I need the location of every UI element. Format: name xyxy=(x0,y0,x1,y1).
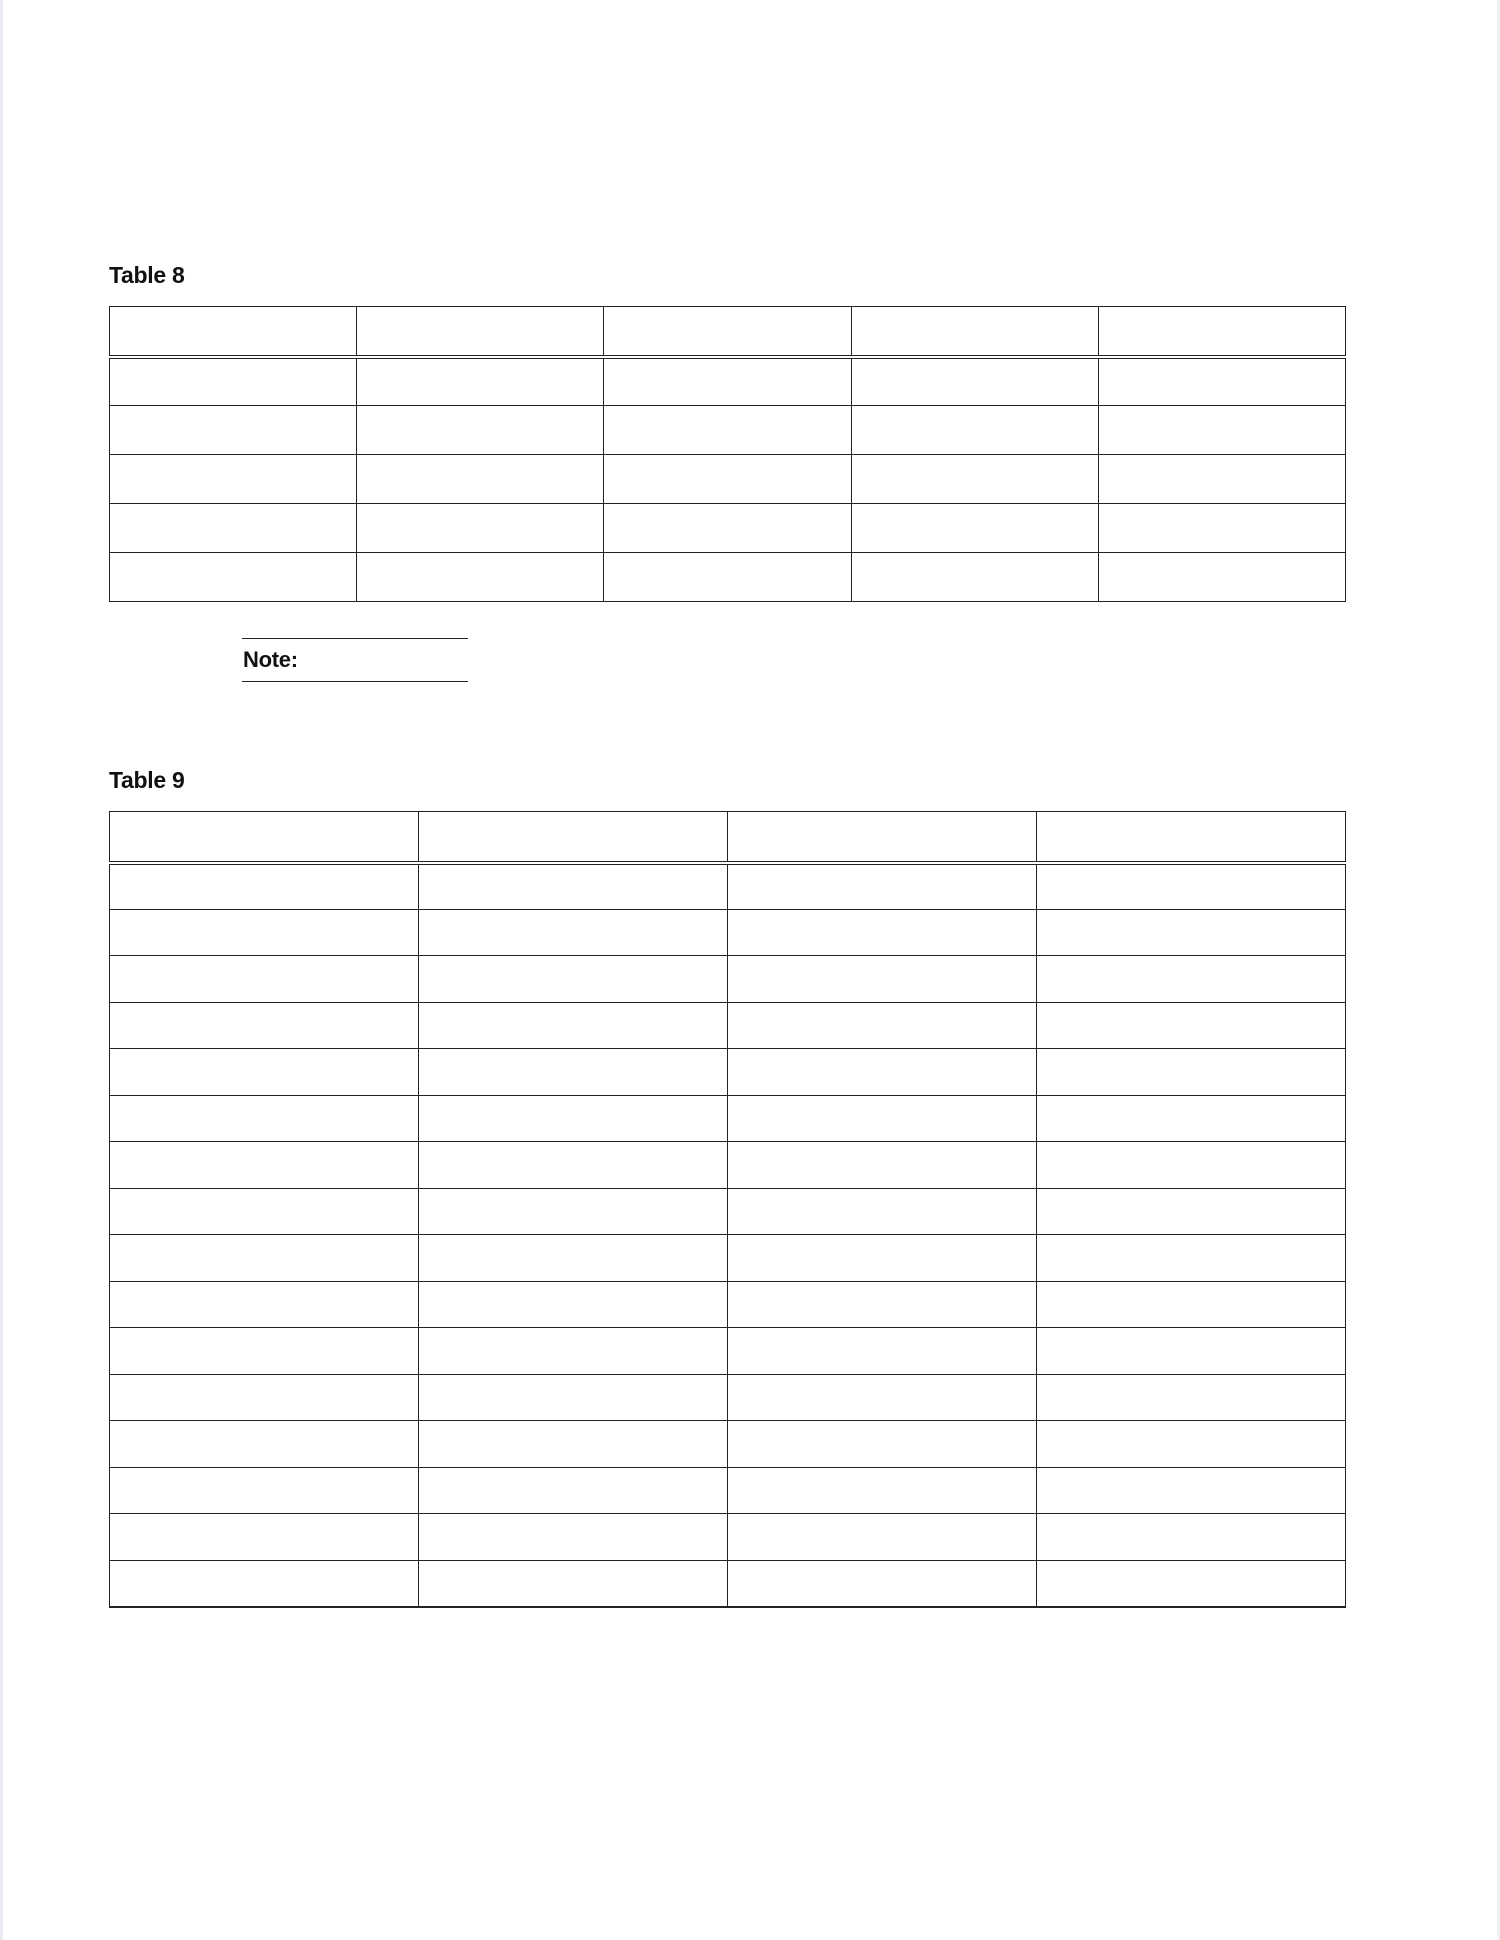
table-cell xyxy=(419,1514,728,1561)
table-cell xyxy=(728,1002,1037,1049)
table-cell xyxy=(851,357,1098,406)
table-cell xyxy=(1037,1002,1346,1049)
header-cell xyxy=(419,812,728,863)
table-cell xyxy=(357,553,604,602)
table-row xyxy=(110,1467,1346,1514)
table-cell xyxy=(110,504,357,553)
header-cell xyxy=(728,812,1037,863)
table-cell xyxy=(419,1188,728,1235)
table-cell xyxy=(419,1235,728,1282)
table-cell xyxy=(110,1002,419,1049)
table-cell xyxy=(110,1188,419,1235)
table-8-caption: Table 8 xyxy=(109,262,185,288)
table-cell xyxy=(419,1142,728,1189)
table-cell xyxy=(110,1514,419,1561)
table-cell xyxy=(728,1421,1037,1468)
table-cell xyxy=(604,357,851,406)
table-header-row xyxy=(110,812,1346,863)
table-cell xyxy=(1098,553,1345,602)
table-cell xyxy=(110,1095,419,1142)
table-8 xyxy=(109,306,1346,602)
table-row xyxy=(110,455,1346,504)
table-cell xyxy=(419,1049,728,1096)
table-row xyxy=(110,1188,1346,1235)
table-cell xyxy=(728,1467,1037,1514)
table-cell xyxy=(728,1560,1037,1607)
table-row xyxy=(110,1049,1346,1096)
table-cell xyxy=(851,406,1098,455)
table-cell xyxy=(1037,956,1346,1003)
table-cell xyxy=(1037,1514,1346,1561)
table-cell xyxy=(1037,1328,1346,1375)
table-row xyxy=(110,1374,1346,1421)
table-cell xyxy=(1037,863,1346,910)
table-row xyxy=(110,1142,1346,1189)
table-cell xyxy=(110,1281,419,1328)
table-cell xyxy=(728,1095,1037,1142)
table-cell xyxy=(1037,1142,1346,1189)
table-cell xyxy=(110,406,357,455)
table-cell xyxy=(357,504,604,553)
table-cell xyxy=(1098,357,1345,406)
table-cell xyxy=(419,1374,728,1421)
table-cell xyxy=(1098,504,1345,553)
table-cell xyxy=(1037,1374,1346,1421)
table-cell xyxy=(419,909,728,956)
table-cell xyxy=(1037,1095,1346,1142)
table-row xyxy=(110,357,1346,406)
table-cell xyxy=(419,1467,728,1514)
table-cell xyxy=(419,863,728,910)
table-cell xyxy=(728,1188,1037,1235)
table-row xyxy=(110,1421,1346,1468)
table-cell xyxy=(1037,1188,1346,1235)
table-cell xyxy=(851,504,1098,553)
header-cell xyxy=(110,307,357,357)
table-cell xyxy=(604,504,851,553)
table-cell xyxy=(110,1374,419,1421)
table-cell xyxy=(728,1328,1037,1375)
table-cell xyxy=(1037,1281,1346,1328)
table-cell xyxy=(357,357,604,406)
note-label: Note: xyxy=(243,647,298,672)
note-box xyxy=(242,638,468,682)
table-cell xyxy=(728,863,1037,910)
table-cell xyxy=(728,1374,1037,1421)
table-cell xyxy=(1037,909,1346,956)
table-9 xyxy=(109,811,1346,1608)
table-cell xyxy=(110,863,419,910)
table-row xyxy=(110,956,1346,1003)
table-cell xyxy=(110,1421,419,1468)
table-row xyxy=(110,1560,1346,1607)
table-cell xyxy=(728,1049,1037,1096)
table-cell xyxy=(604,455,851,504)
table-cell xyxy=(110,909,419,956)
table-cell xyxy=(110,553,357,602)
table-row xyxy=(110,1235,1346,1282)
table-9-caption: Table 9 xyxy=(109,767,185,793)
table-cell xyxy=(1037,1467,1346,1514)
table-cell xyxy=(728,909,1037,956)
table-header-row xyxy=(110,307,1346,357)
table-cell xyxy=(110,357,357,406)
table-cell xyxy=(110,1328,419,1375)
table-cell xyxy=(110,1467,419,1514)
table-cell xyxy=(1098,455,1345,504)
table-cell xyxy=(728,1514,1037,1561)
table-cell xyxy=(604,553,851,602)
table-cell xyxy=(1098,406,1345,455)
table-cell xyxy=(357,406,604,455)
header-cell xyxy=(1037,812,1346,863)
table-cell xyxy=(419,956,728,1003)
table-cell xyxy=(419,1095,728,1142)
table-cell xyxy=(110,1235,419,1282)
table-row xyxy=(110,1514,1346,1561)
table-row xyxy=(110,1095,1346,1142)
table-cell xyxy=(851,553,1098,602)
table-row xyxy=(110,553,1346,602)
table-cell xyxy=(419,1281,728,1328)
table-cell xyxy=(728,1281,1037,1328)
table-cell xyxy=(110,1049,419,1096)
header-cell xyxy=(604,307,851,357)
page-edge-left xyxy=(0,0,3,1940)
table-cell xyxy=(110,455,357,504)
table-cell xyxy=(728,956,1037,1003)
header-cell xyxy=(851,307,1098,357)
table-cell xyxy=(110,956,419,1003)
table-cell xyxy=(419,1421,728,1468)
table-row xyxy=(110,504,1346,553)
table-cell xyxy=(419,1560,728,1607)
table-cell xyxy=(357,455,604,504)
table-row xyxy=(110,1002,1346,1049)
header-cell xyxy=(1098,307,1345,357)
table-row xyxy=(110,406,1346,455)
header-cell xyxy=(357,307,604,357)
header-cell xyxy=(110,812,419,863)
table-cell xyxy=(110,1142,419,1189)
table-cell xyxy=(419,1328,728,1375)
table-row xyxy=(110,909,1346,956)
table-cell xyxy=(1037,1421,1346,1468)
table-row xyxy=(110,863,1346,910)
table-row xyxy=(110,1328,1346,1375)
table-cell xyxy=(110,1560,419,1607)
table-cell xyxy=(1037,1560,1346,1607)
table-cell xyxy=(419,1002,728,1049)
table-cell xyxy=(604,406,851,455)
table-cell xyxy=(851,455,1098,504)
table-row xyxy=(110,1281,1346,1328)
table-cell xyxy=(1037,1049,1346,1096)
table-cell xyxy=(1037,1235,1346,1282)
table-cell xyxy=(728,1142,1037,1189)
table-cell xyxy=(728,1235,1037,1282)
